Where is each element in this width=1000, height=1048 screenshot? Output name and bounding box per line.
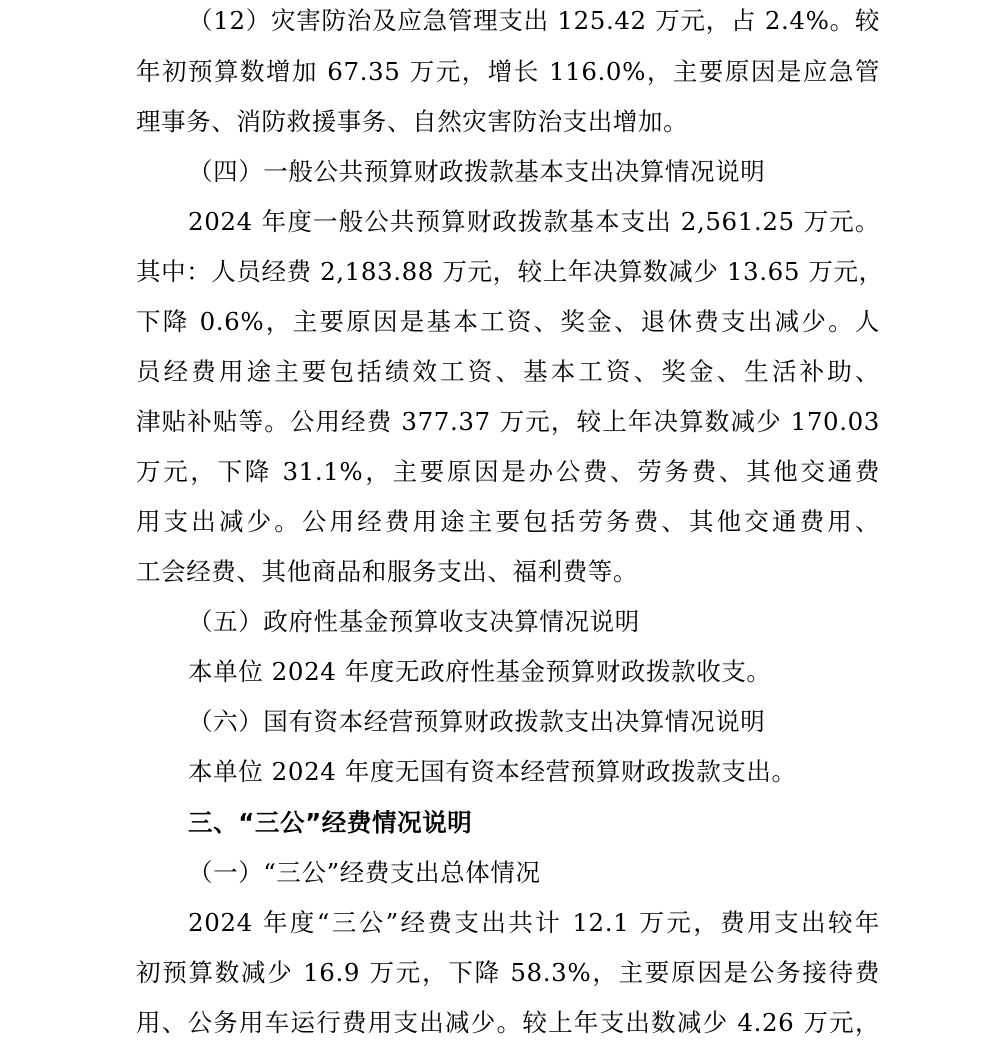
paragraph-line: 用、公务用车运行费用支出减少。较上年支出数减少 4.26 万元， xyxy=(136,1008,880,1037)
paragraph-line: 工会经费、其他商品和服务支出、福利费等。 xyxy=(136,557,638,586)
paragraph-line: 下降 0.6%，主要原因是基本工资、奖金、退休费支出减少。人 xyxy=(136,307,880,336)
paragraph-line: 年初预算数增加 67.35 万元，增长 116.0%，主要原因是应急管 xyxy=(136,57,880,86)
section-subheading: （一）“三公”经费支出总体情况 xyxy=(188,858,541,887)
paragraph-line: 其中：人员经费 2,183.88 万元，较上年决算数减少 13.65 万元， xyxy=(136,257,884,286)
paragraph-line: 用支出减少。公用经费用途主要包括劳务费、其他交通费用、 xyxy=(136,507,880,536)
paragraph-line: 2024 年度“三公”经费支出共计 12.1 万元，费用支出较年 xyxy=(188,908,880,937)
paragraph-line: （12）灾害防治及应急管理支出 125.42 万元，占 2.4%。较 xyxy=(188,6,880,35)
paragraph-line: 津贴补贴等。公用经费 377.37 万元，较上年决算数减少 170.03 xyxy=(136,407,880,436)
paragraph-line: 初预算数减少 16.9 万元，下降 58.3%，主要原因是公务接待费 xyxy=(136,958,880,987)
paragraph-line: 理事务、消防救援事务、自然灾害防治支出增加。 xyxy=(136,107,689,136)
section-subheading: （五）政府性基金预算收支决算情况说明 xyxy=(188,607,640,636)
section-heading: 三、“三公”经费情况说明 xyxy=(188,808,473,837)
paragraph-line: 员经费用途主要包括绩效工资、基本工资、奖金、生活补助、 xyxy=(136,357,880,386)
paragraph-line: 2024 年度一般公共预算财政拨款基本支出 2,561.25 万元。 xyxy=(188,207,880,236)
section-subheading: （六）国有资本经营预算财政拨款支出决算情况说明 xyxy=(188,707,766,736)
section-subheading: （四）一般公共预算财政拨款基本支出决算情况说明 xyxy=(188,157,766,186)
paragraph-line: 本单位 2024 年度无国有资本经营预算财政拨款支出。 xyxy=(188,757,797,786)
paragraph-line: 万元，下降 31.1%，主要原因是办公费、劳务费、其他交通费 xyxy=(136,457,880,486)
paragraph-line: 本单位 2024 年度无政府性基金预算财政拨款收支。 xyxy=(188,657,772,686)
